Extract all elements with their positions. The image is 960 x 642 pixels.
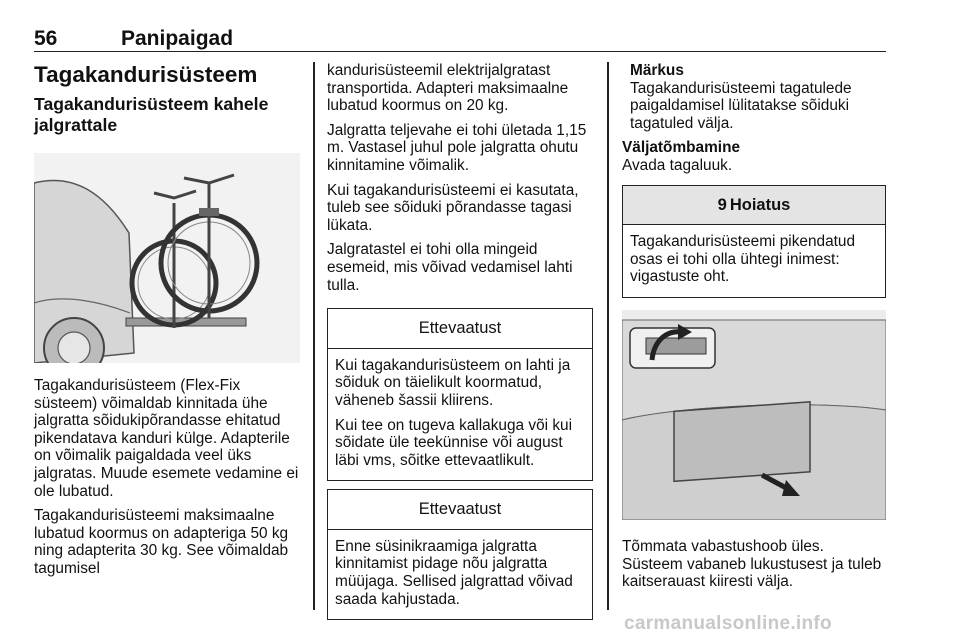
paragraph: Jalgratastel ei tohi olla mingeid esemeid, mis võivad vedamisel lahti tulla. [327, 241, 573, 294]
paragraph: Tõmmata vabastushoob üles. Süsteem vabaneb lukustusest ja tuleb kaitserauast kiiresti välja. [622, 537, 882, 591]
subsection-heading: Tagakandurisüsteem kahele jalgrattale [34, 94, 269, 135]
warning-header [623, 186, 885, 226]
subheading: Väljatõmbamine [622, 139, 741, 157]
section-heading: Tagakandurisüsteem [34, 62, 258, 87]
caution-box [327, 308, 593, 481]
caution-title: Ettevaatust [328, 490, 592, 530]
paragraph: Kui tagakandurisüsteemi ei kasutata, tuleb see sõiduki põrandasse tagasi lükata. [327, 181, 579, 234]
warning-box [622, 185, 886, 298]
bike-carrier-illustration [34, 153, 300, 363]
warning-icon: 9 [717, 195, 727, 214]
column-1 [34, 62, 302, 585]
running-title: Panipaigad [121, 27, 234, 50]
paragraph: Tagakandurisüsteem (Flex-Fix süsteem) võimaldab kinnitada ühe jalgratta sõidukipõrandasse ehitatud pikendatava kanduri külge. Adapterile on võimalik paigaldada veel üks jalgratas. Muude esemete vedamine ei ole lubatud. [34, 377, 299, 500]
column-divider [607, 62, 609, 610]
warning-text: Tagakandurisüsteemi pikendatud osas ei tohi olla ühtegi inimest: vigastuste oht. [630, 233, 856, 286]
page-number: 56 [34, 27, 58, 50]
caution-text: Kui tee on tugeva kallakuga või kui sõidate üle teekünnise või august läbi vms, sõitke ettevaatlikult. [335, 416, 572, 469]
paragraph: Avada tagaluuk. [622, 156, 733, 174]
paragraph: Jalgratta teljevahe ei tohi ületada 1,15 m. Vastasel juhul pole jalgratta ohutu kinnitamine võimalik. [327, 121, 587, 174]
warning-title: Hoiatus [729, 195, 791, 214]
release-lever-illustration [622, 310, 886, 520]
column-2 [327, 62, 593, 628]
caution-box [327, 489, 593, 620]
caution-text: Kui tagakandurisüsteem on lahti ja sõiduk on täielikult koormatud, väheneb šassii kliirens. [335, 356, 571, 409]
column-divider [313, 62, 315, 610]
paragraph: Tagakandurisüsteemi maksimaalne lubatud koormus on adapteriga 50 kg ning adapterita 30 kg. See võimaldab tagumisel [34, 507, 289, 577]
paragraph: kandurisüsteemil elektrijalgratast transportida. Adapteri maksimaalne lubatud koormus on 20 kg. [327, 62, 569, 115]
note [622, 62, 886, 132]
note-text: Tagakandurisüsteemi tagatulede paigaldamisel lülitatakse sõiduki tagatuled välja. [630, 79, 852, 132]
page-header [34, 27, 886, 52]
watermark: carmanualsonline.info [624, 613, 832, 634]
column-3 [622, 62, 886, 598]
note-label: Märkus [630, 62, 684, 79]
caution-text: Enne süsinikraamiga jalgratta kinnitamist pidage nõu jalgratta müüjaga. Sellised jalgrattad võivad saada kahjustada. [335, 537, 573, 608]
caution-title: Ettevaatust [328, 309, 592, 349]
